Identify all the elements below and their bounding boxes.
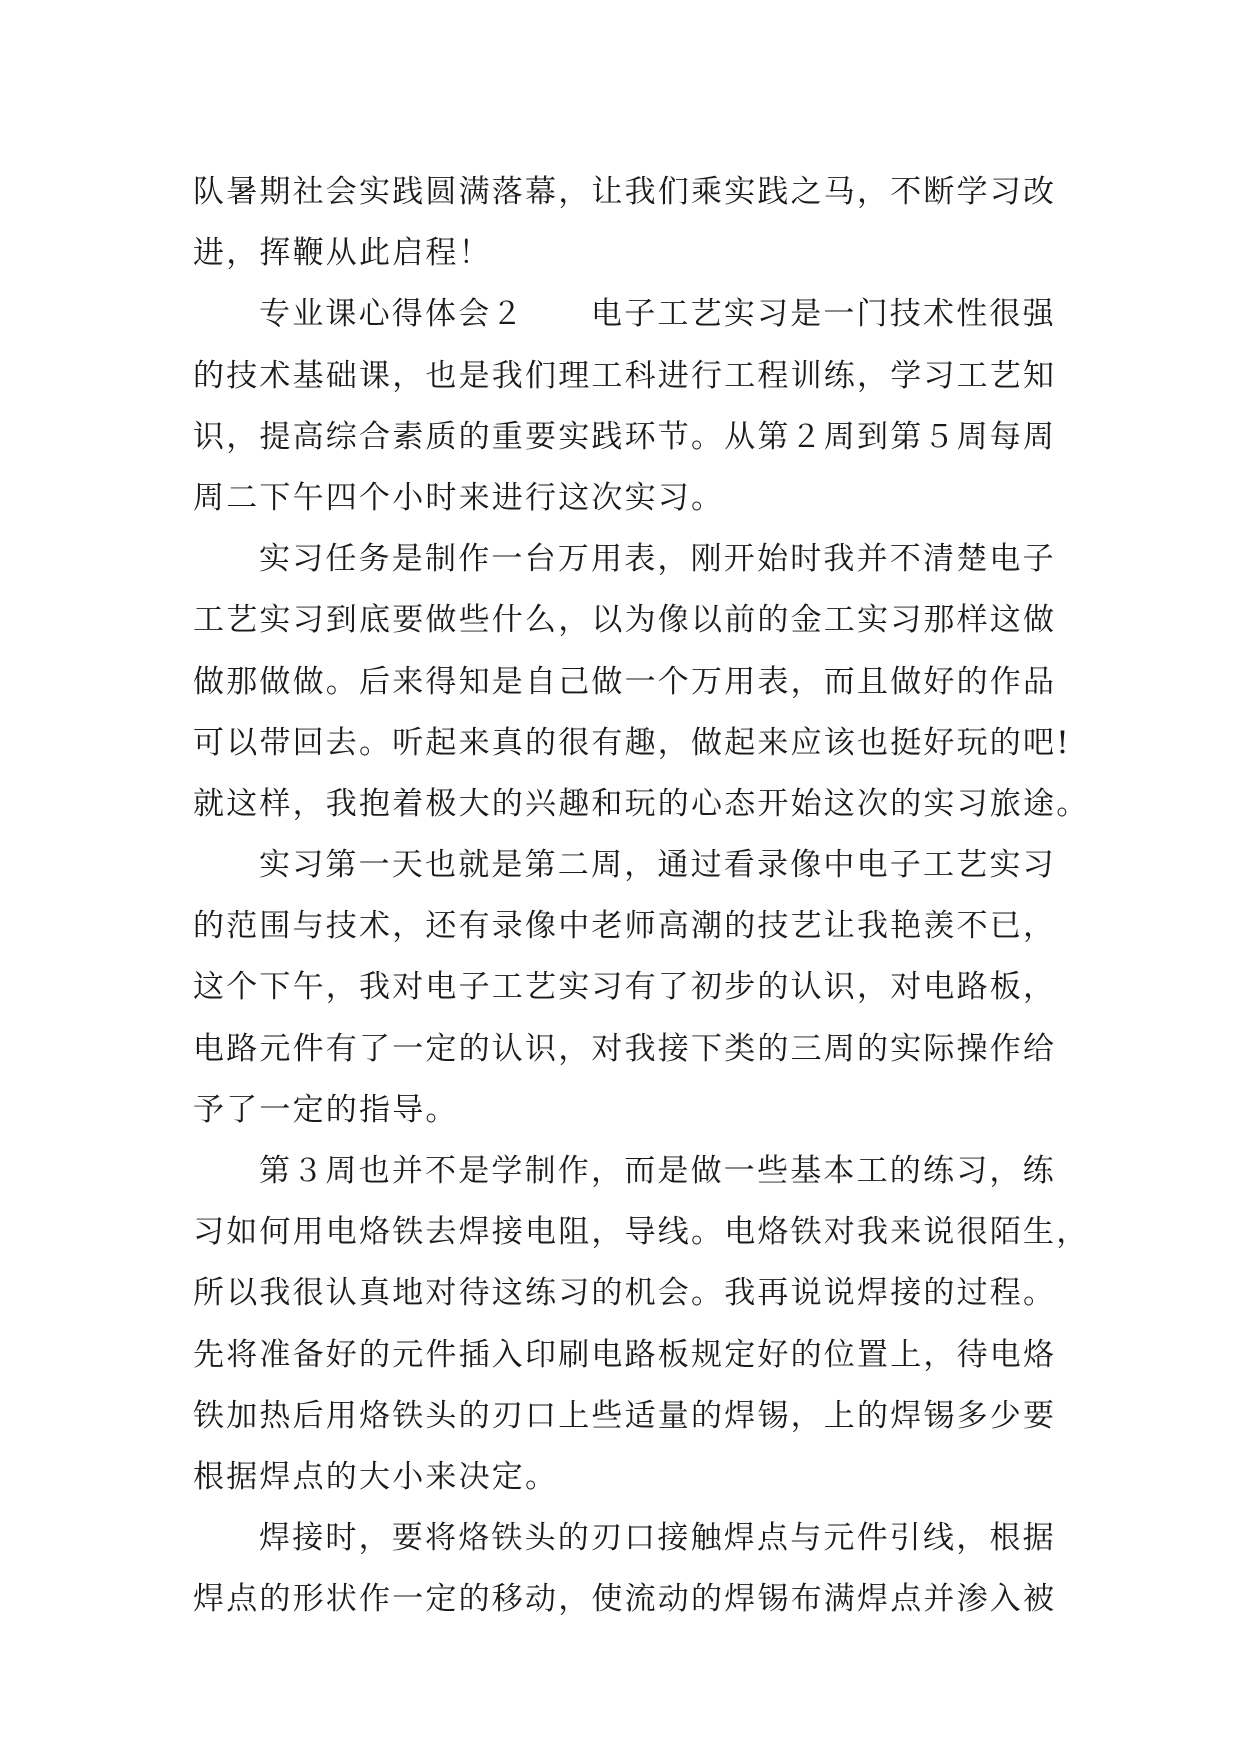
text-line: 专业课心得体会２ 电子工艺实习是一门技术性很强 bbox=[259, 296, 1056, 333]
text-line: 做那做做。后来得知是自己做一个万用表，而且做好的作品 bbox=[193, 663, 1057, 700]
text-line: 识，提高综合素质的重要实践环节。从第２周到第５周每周 bbox=[193, 418, 1057, 455]
text-line: 可以带回去。听起来真的很有趣，做起来应该也挺好玩的吧! bbox=[193, 724, 1071, 761]
text-line: 予了一定的指导。 bbox=[193, 1091, 459, 1128]
document-body bbox=[193, 162, 1090, 1631]
text-line: 根据焊点的大小来决定。 bbox=[193, 1458, 559, 1495]
text-line: 习如何用电烙铁去焊接电阻，导线。电烙铁对我来说很陌生， bbox=[193, 1214, 1090, 1251]
text-line: 铁加热后用烙铁头的刃口上些适量的焊锡，上的焊锡多少要 bbox=[193, 1397, 1057, 1434]
text-line: 工艺实习到底要做些什么，以为像以前的金工实习那样这做 bbox=[193, 602, 1057, 639]
text-line: 第３周也并不是学制作，而是做一些基本工的练习，练 bbox=[259, 1153, 1056, 1189]
text-line: 电路元件有了一定的认识，对我接下类的三周的实际操作给 bbox=[193, 1030, 1057, 1067]
text-line: 所以我很认真地对待这练习的机会。我再说说焊接的过程。 bbox=[193, 1275, 1057, 1312]
text-line: 周二下午四个小时来进行这次实习。 bbox=[193, 479, 725, 516]
text-line: 的技术基础课，也是我们理工科进行工程训练，学习工艺知 bbox=[193, 357, 1057, 394]
text-line: 就这样，我抱着极大的兴趣和玩的心态开始这次的实习旅途。 bbox=[193, 785, 1090, 822]
text-line: 这个下午，我对电子工艺实习有了初步的认识，对电路板， bbox=[193, 969, 1057, 1006]
text-line: 进，挥鞭从此启程！ bbox=[193, 235, 492, 272]
text-line: 焊接时，要将烙铁头的刃口接触焊点与元件引线，根据 bbox=[259, 1520, 1056, 1557]
text-line: 的范围与技术，还有录像中老师高潮的技艺让我艳羡不已， bbox=[193, 908, 1057, 945]
text-line: 焊点的形状作一定的移动，使流动的焊锡布满焊点并渗入被 bbox=[193, 1581, 1057, 1618]
text-line: 先将准备好的元件插入印刷电路板规定好的位置上，待电烙 bbox=[193, 1336, 1057, 1373]
text-line: 实习第一天也就是第二周，通过看录像中电子工艺实习 bbox=[259, 847, 1056, 884]
text-line: 实习任务是制作一台万用表，刚开始时我并不清楚电子 bbox=[259, 541, 1056, 578]
text-line: 队暑期社会实践圆满落幕，让我们乘实践之马，不断学习改 bbox=[193, 174, 1057, 210]
